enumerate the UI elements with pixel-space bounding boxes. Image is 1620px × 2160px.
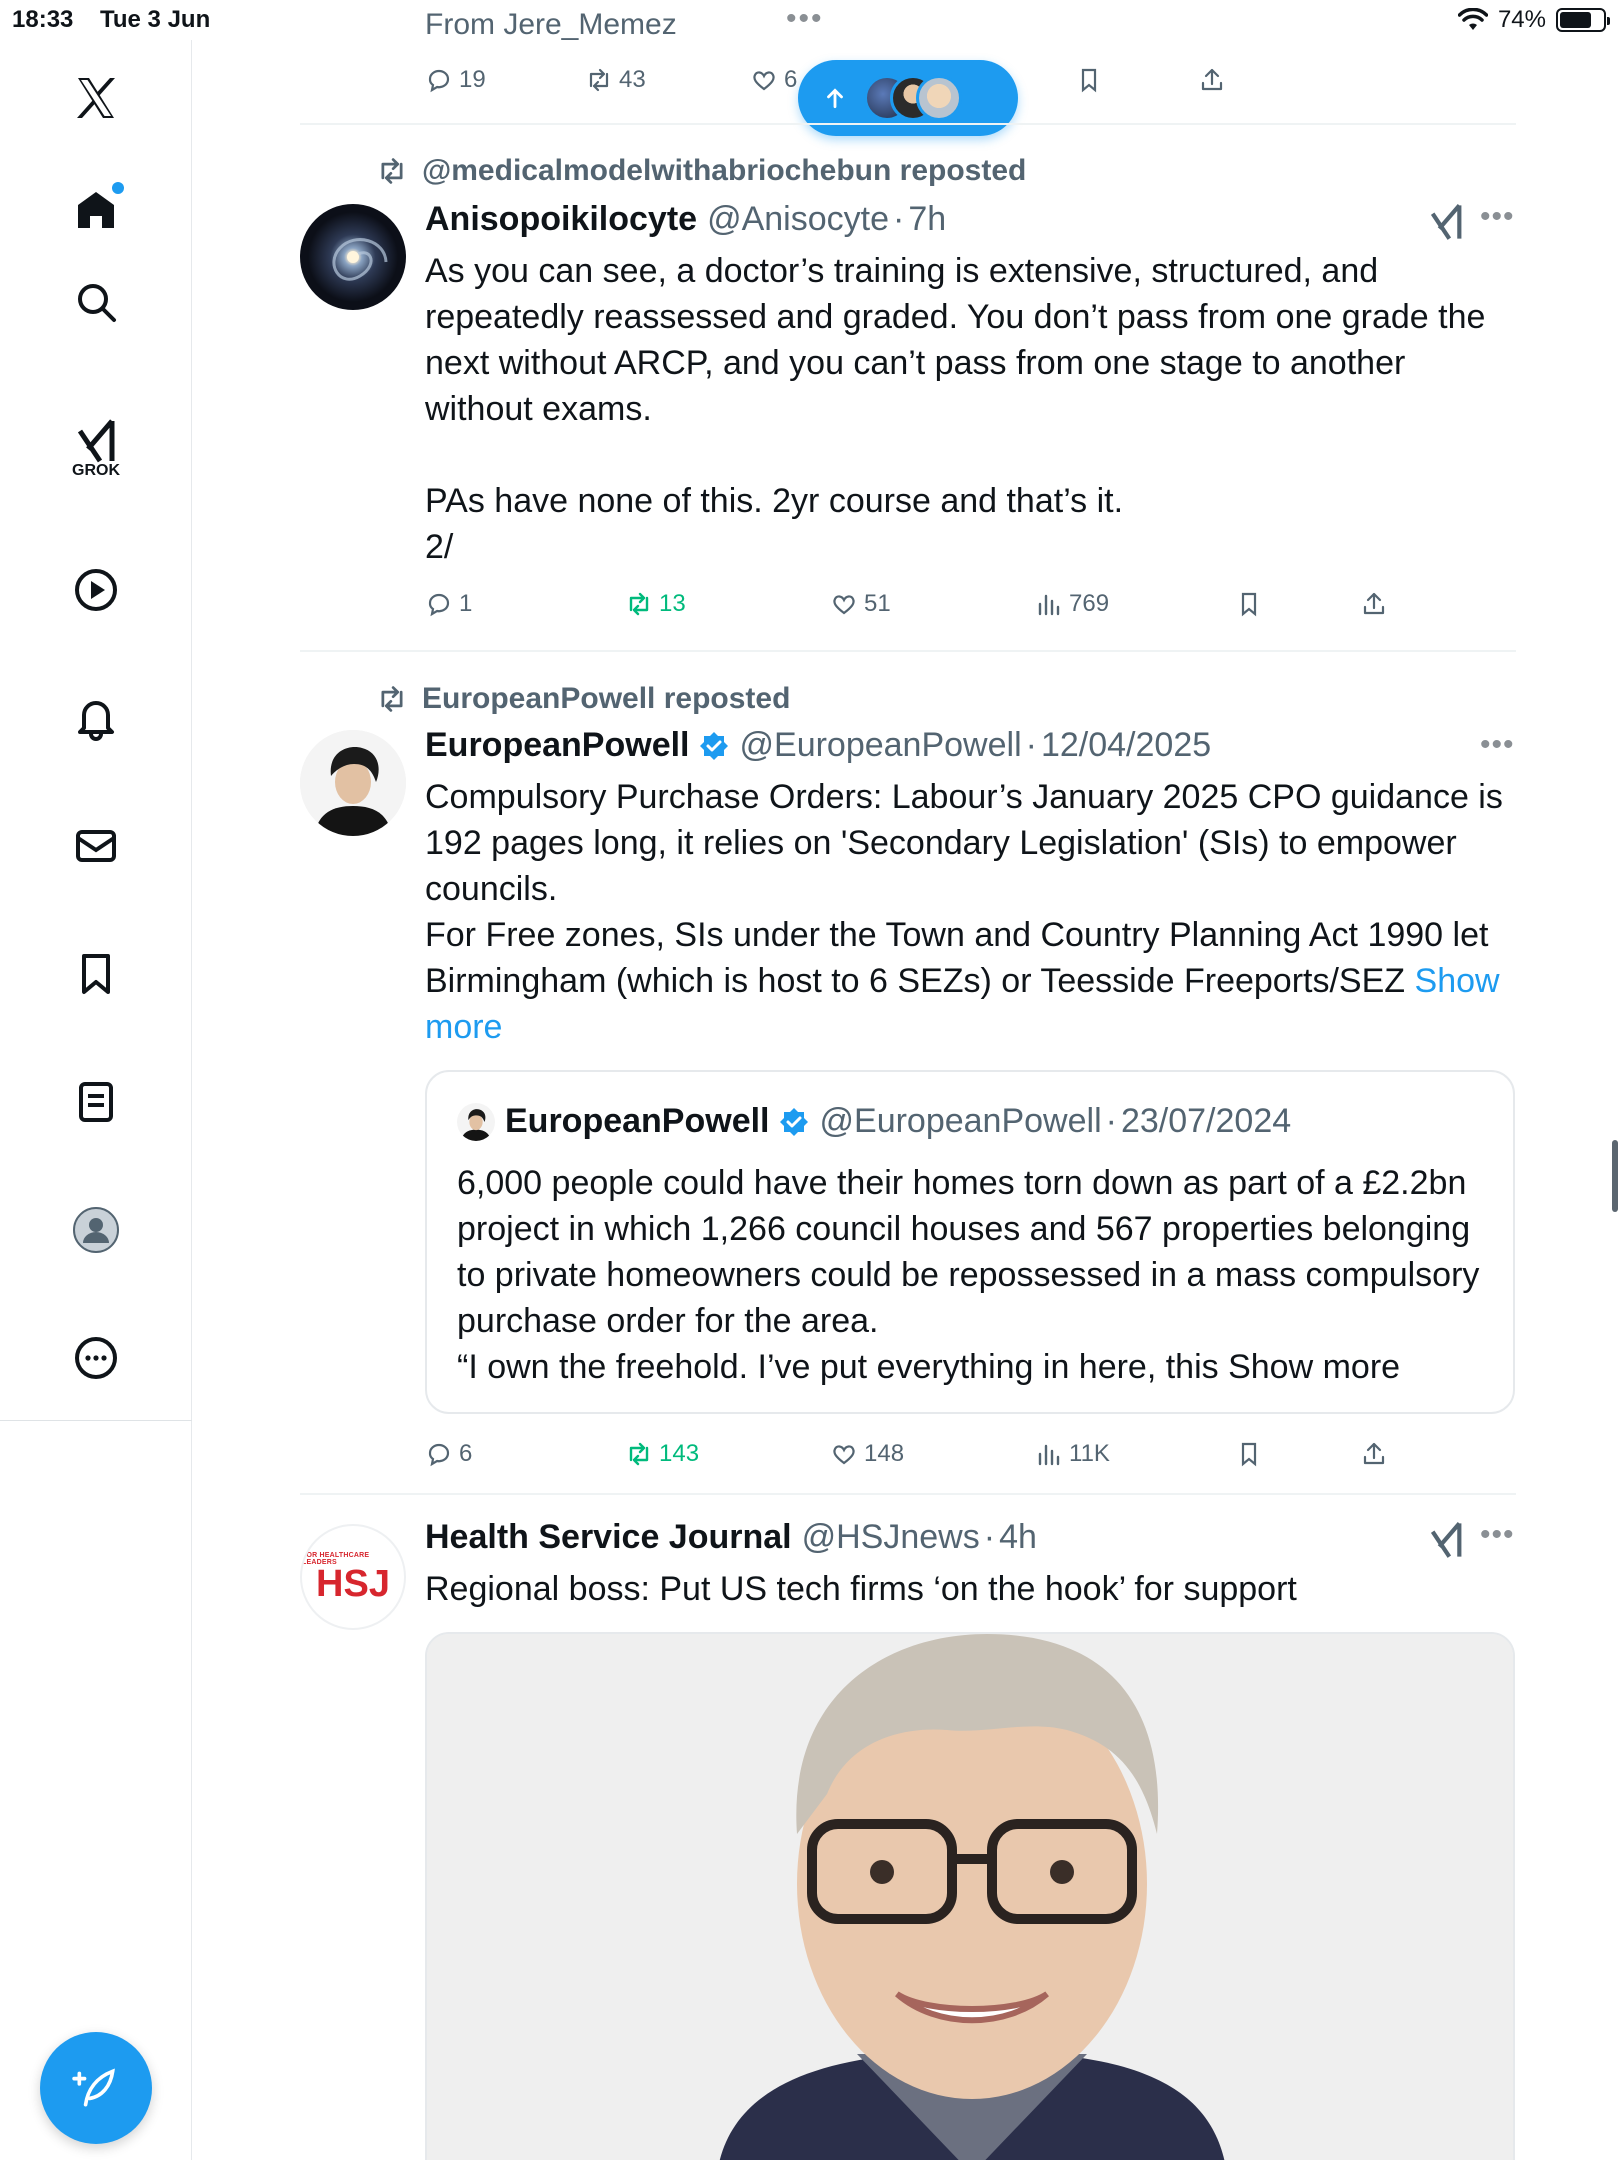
sidebar-item-bookmarks[interactable] [64, 942, 128, 1006]
like-button[interactable] [830, 590, 891, 618]
arrow-up-icon [822, 85, 848, 111]
pill-avatars [884, 75, 962, 121]
tweet-text [425, 774, 1505, 1050]
tweet-header [425, 200, 946, 239]
tweet-divider [300, 123, 1516, 125]
heart-icon [830, 1440, 858, 1468]
share-button[interactable] [1198, 66, 1226, 94]
avatar[interactable] [300, 1524, 406, 1630]
bookmark-icon [1235, 590, 1263, 618]
repost-button[interactable] [585, 66, 646, 94]
home-icon [72, 186, 120, 234]
status-date: Tue 3 Jun [100, 6, 211, 33]
wifi-icon [1458, 8, 1488, 32]
repost-count: 13 [659, 590, 686, 617]
verified-badge-icon [778, 1106, 810, 1138]
tweet-time[interactable]: 7h [908, 200, 947, 238]
battery-level [1560, 12, 1591, 28]
tweet-text: As you can see, a doctor’s training is extensive, structured, and repeatedly reassessed and graded. You don’t pass from one grade the next without ARCP, and you can’t pass from one stage to another without exams. PAs have none of this. 2yr course and that’s it. 2/ [425, 252, 1486, 566]
sidebar-item-lists[interactable] [64, 1070, 128, 1134]
sidebar-item-profile[interactable] [64, 1198, 128, 1262]
share-button[interactable] [1360, 1440, 1388, 1468]
share-icon [1360, 1440, 1388, 1468]
play-icon [72, 566, 120, 614]
tweet-header [425, 1518, 1037, 1557]
separator-dot: · [983, 1518, 996, 1556]
repost-context [376, 154, 1026, 188]
hsj-logo-tagline: FOR HEALTHCARE LEADERS [302, 1552, 370, 1566]
sidebar-item-messages[interactable] [64, 814, 128, 878]
author-handle[interactable]: @EuropeanPowell [739, 726, 1022, 764]
separator-dot: · [1105, 1102, 1117, 1140]
multitask-dots-icon[interactable]: ••• [786, 2, 824, 35]
bookmark-icon [1235, 1440, 1263, 1468]
more-icon [72, 1334, 120, 1382]
tweet-actions [425, 1440, 1425, 1480]
sidebar-item-search[interactable] [64, 270, 128, 334]
separator-dot: · [892, 200, 905, 238]
heart-icon [750, 66, 778, 94]
tweet-time[interactable]: 12/04/2025 [1040, 726, 1212, 764]
author-name[interactable]: Anisopoikilocyte [425, 200, 698, 238]
quote-header [457, 1102, 1291, 1141]
tweet-header [425, 726, 1211, 765]
quote-author-name: EuropeanPowell [505, 1102, 770, 1140]
status-time: 18:33 [12, 6, 74, 33]
sidebar-item-grok[interactable] [64, 420, 128, 484]
grok-icon[interactable] [1426, 1520, 1466, 1560]
reply-icon [425, 66, 453, 94]
reply-icon [425, 1440, 453, 1468]
tweet-actions [425, 590, 1425, 630]
tweet-divider [300, 650, 1516, 652]
share-icon [1198, 66, 1226, 94]
separator-dot: · [1025, 726, 1037, 764]
battery-icon [1556, 8, 1606, 32]
bookmark-button[interactable] [1235, 1440, 1263, 1468]
repost-icon [625, 1440, 653, 1468]
reply-count: 19 [459, 66, 486, 93]
quote-tweet-card[interactable] [425, 1070, 1515, 1414]
share-button[interactable] [1360, 590, 1388, 618]
bookmark-button[interactable] [1235, 590, 1263, 618]
repost-button[interactable] [625, 590, 686, 618]
from-label[interactable]: From Jere_Memez [425, 8, 677, 41]
like-button[interactable] [830, 1440, 904, 1468]
repost-context [376, 682, 790, 716]
hsj-logo: HSJ [316, 1563, 390, 1605]
sidebar-nav [0, 40, 192, 2160]
author-name[interactable]: EuropeanPowell [425, 726, 690, 764]
sidebar-divider [0, 1420, 192, 1421]
grok-icon [72, 417, 120, 465]
author-name[interactable]: Health Service Journal [425, 1518, 792, 1556]
view-count: 11K [1069, 1440, 1110, 1467]
avatar[interactable] [300, 730, 406, 836]
quote-time: 23/07/2024 [1120, 1102, 1292, 1140]
author-handle[interactable]: @HSJnews [801, 1518, 980, 1556]
tweet-divider [300, 1493, 1516, 1495]
reply-icon [425, 590, 453, 618]
status-bar [0, 0, 1620, 40]
view-count: 769 [1069, 590, 1110, 617]
more-options-icon[interactable]: ••• [1480, 1518, 1515, 1551]
repost-count: 143 [659, 1440, 700, 1467]
compose-button[interactable] [40, 2032, 152, 2144]
quote-author-handle: @EuropeanPowell [819, 1102, 1102, 1140]
avatar[interactable] [300, 204, 406, 310]
reply-count: 1 [459, 590, 473, 617]
repost-icon [376, 683, 408, 715]
reply-button[interactable] [425, 66, 486, 94]
sidebar-item-home[interactable] [64, 178, 128, 242]
search-icon [72, 278, 120, 326]
sidebar-item-more[interactable] [64, 1326, 128, 1390]
like-button[interactable] [750, 66, 797, 94]
repost-icon [585, 66, 613, 94]
avatar [916, 75, 962, 121]
more-options-icon[interactable]: ••• [1480, 728, 1515, 761]
sidebar-item-notifications[interactable] [64, 686, 128, 750]
bell-icon [72, 694, 120, 742]
battery-percent: 74% [1497, 6, 1546, 33]
avatar [457, 1103, 495, 1141]
portrait-photo [427, 1634, 1515, 2160]
reply-button[interactable] [425, 590, 472, 618]
reply-count: 6 [459, 1440, 473, 1467]
views-icon [1035, 590, 1063, 618]
repost-context-label[interactable]: @medicalmodelwithabriochebun reposted [422, 154, 1027, 187]
share-icon [1360, 590, 1388, 618]
repost-icon [376, 155, 408, 187]
status-right [1458, 6, 1606, 34]
bookmark-icon [72, 950, 120, 998]
views-button[interactable] [1035, 590, 1109, 618]
reply-button[interactable] [425, 1440, 472, 1468]
grok-icon[interactable] [1426, 202, 1466, 242]
avatar [72, 1206, 120, 1254]
repost-context-label[interactable]: EuropeanPowell reposted [422, 682, 791, 715]
show-more-link[interactable]: Show more [425, 962, 1500, 1046]
more-options-icon[interactable]: ••• [1480, 200, 1515, 233]
tweet-body: Compulsory Purchase Orders: Labour’s January 2025 CPO guidance is 192 pages long, it relies on 'Secondary Legislation' (SIs) to empower councils. For Free zones, SIs under the Town and Country Planning Act 1990 let Birmingham (which is host to 6 SEZs) or Teesside Freeports/SEZ [425, 778, 1503, 1000]
verified-badge-icon [698, 730, 730, 762]
heart-icon [830, 590, 858, 618]
bookmark-icon [1075, 66, 1103, 94]
tweet-text: Regional boss: Put US tech firms ‘on the hook’ for support [425, 1570, 1297, 1608]
views-icon [1035, 1440, 1063, 1468]
sidebar-item-video[interactable] [64, 558, 128, 622]
repost-count: 43 [619, 66, 646, 93]
galaxy-image [300, 204, 406, 310]
compose-icon [71, 2063, 121, 2113]
like-count: 51 [864, 590, 891, 617]
x-logo-icon[interactable] [64, 66, 128, 130]
tweet-time[interactable]: 4h [999, 1518, 1037, 1556]
scrollbar[interactable] [1612, 1140, 1618, 1212]
quote-text: 6,000 people could have their homes torn down as part of a £2.2bn project in which 1,266 council houses and 567 properties belonging to private homeowners could be repossessed in a mass compulsory purchase order for the area. “I own the freehold. I’ve put everything in here, this Show more [457, 1164, 1480, 1386]
mail-icon [72, 822, 120, 870]
like-count: 6 [784, 66, 798, 93]
person-photo [300, 730, 406, 836]
repost-button[interactable] [625, 1440, 699, 1468]
list-icon [72, 1078, 120, 1126]
tweet-media-image[interactable] [425, 1632, 1515, 2160]
author-handle[interactable]: @Anisocyte [707, 200, 889, 238]
grok-label: GROK [72, 462, 120, 479]
repost-icon [625, 590, 653, 618]
bookmark-button[interactable] [1075, 66, 1103, 94]
home-notification-dot [112, 182, 124, 194]
views-button[interactable] [1035, 1440, 1110, 1468]
like-count: 148 [864, 1440, 905, 1467]
